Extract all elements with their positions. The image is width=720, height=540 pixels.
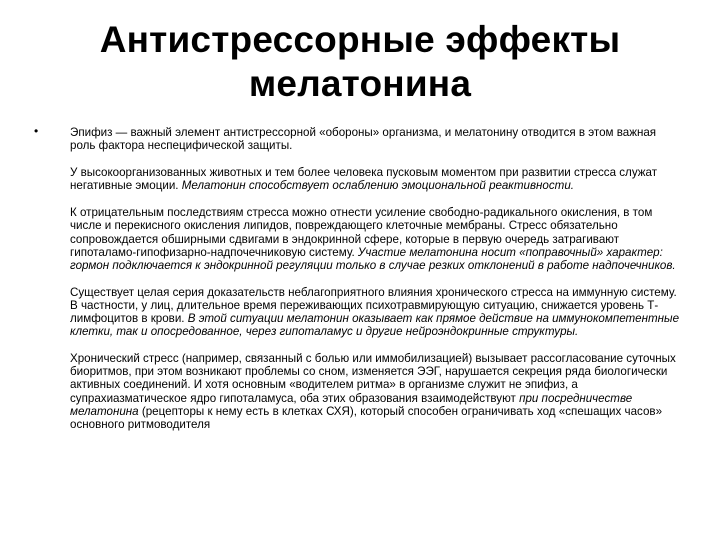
paragraph-1-text: Эпифиз — важный элемент антистрессорной «обороны» организма, и мелатонину отводится в этом важная роль фактора неспецифической защиты. xyxy=(70,126,657,153)
title-line-1: Антистрессорные эффекты xyxy=(99,19,621,60)
paragraph-3-italic: Участие мелатонина носит «поправочный» характер: гормон подключается к эндокринной регуляции только в случае резких отклонений в работе надпочечников. xyxy=(70,245,676,272)
slide-title xyxy=(60,18,660,106)
paragraph-5-text-after: (рецепторы к нему есть в клетках СХЯ), который способен ограничивать ход «спешащих часов» основного ритмоводителя xyxy=(70,404,663,431)
paragraph-1 xyxy=(70,126,682,152)
paragraph-3-text: К отрицательным последствиям стресса можно отнести усиление свободно-радикального окисления, в том числе и перекисного окисления липидов, повреждающего клеточные мембраны. Стресс обязательно сопровождается обширными сдвигами в эндокринной сфере, которые в первую очередь затрагивают гипоталамо-гипофизарно-надпочечниковую систему. xyxy=(70,206,653,259)
bullet-marker: • xyxy=(34,124,39,138)
paragraph-4-italic: В этой ситуации мелатонин оказывает как прямое действие на иммунокомпетентные клетки, так и опосредованное, через гипоталамус и другие нейроэндокринные структуры. xyxy=(70,312,680,339)
paragraph-2-text: У высокоорганизованных животных и тем более человека пусковым моментом при развитии стресса служат негативные эмоции. xyxy=(70,166,658,193)
paragraph-4 xyxy=(70,286,682,338)
paragraph-5-text: Хронический стресс (например, связанный с болью или иммобилизацией) вызывает рассогласование суточных биоритмов, при этом возникают проблемы со сном, изменяется ЭЭГ, нарушается секреция ряда биологически активных соединений. И хотя основным «водителем ритма» в организме служит не эпифиз, а супрахиазматическое ядро гипоталамуса, оба этих образования взаимодействуют xyxy=(70,352,676,405)
title-line-2: мелатонина xyxy=(248,63,472,104)
paragraph-5-italic: при посредничестве мелатонина xyxy=(70,391,633,418)
paragraph-3 xyxy=(70,206,682,271)
paragraph-5 xyxy=(70,352,682,431)
paragraph-2 xyxy=(70,166,682,192)
paragraph-4-text: Существует целая серия доказательств неблагоприятного влияния хронического стресса на иммунную систему. В частности, у лиц, длительное время переживающих психотравмирующую ситуацию, снижается уровень Т-лимфоцитов в крови. xyxy=(70,285,677,326)
slide-body xyxy=(70,126,682,445)
paragraph-2-italic: Мелатонин способствует ослаблению эмоциональной реактивности. xyxy=(181,179,574,193)
